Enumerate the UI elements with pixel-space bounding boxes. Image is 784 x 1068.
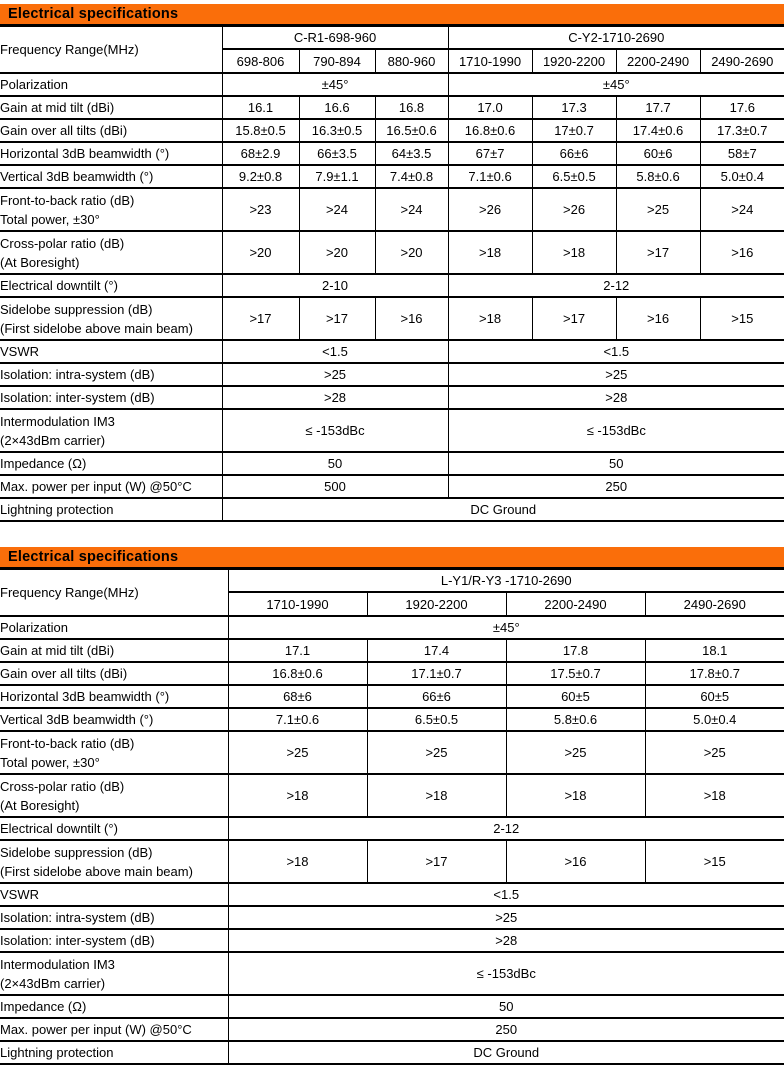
spec-value: 68±6: [228, 685, 367, 708]
spec-value: 250: [228, 1018, 784, 1041]
spec-value: >17: [299, 297, 375, 340]
spec-value: >25: [228, 731, 367, 774]
spec-value: <1.5: [448, 340, 784, 363]
spec-row-label-line: Max. power per input (W) @50°C: [0, 479, 192, 494]
spec-row-label: [0, 817, 228, 840]
spec-value: DC Ground: [222, 498, 784, 521]
spec-value: <1.5: [228, 883, 784, 906]
spec-value: >26: [448, 188, 532, 231]
spec-row-label-line: Electrical downtilt (°): [0, 278, 118, 293]
spec-value: 5.0±0.4: [645, 708, 784, 731]
spec-row-label: [0, 340, 222, 363]
spec-value: >25: [616, 188, 700, 231]
spec-value: 68±2.9: [222, 142, 299, 165]
subband-header: 698-806: [222, 49, 299, 73]
spec-value: >25: [228, 906, 784, 929]
spec-value: 16.6: [299, 96, 375, 119]
spec-value: 64±3.5: [375, 142, 448, 165]
subband-header: 790-894: [299, 49, 375, 73]
spec-row-label-line: Gain over all tilts (dBi): [0, 123, 128, 138]
spec-value: >16: [375, 297, 448, 340]
spec-value: >18: [228, 840, 367, 883]
spec-row-label: [0, 952, 228, 995]
band-group-header: L-Y1/R-Y3 -1710-2690: [228, 570, 784, 592]
spec-row-label: [0, 274, 222, 297]
spec-row: [0, 452, 784, 475]
spec-row-label: [0, 475, 222, 498]
subband-header: 880-960: [375, 49, 448, 73]
spec-row-label-line: VSWR: [0, 344, 39, 359]
spec-row: [0, 498, 784, 521]
spec-value: ±45°: [222, 73, 448, 96]
spec-row: [0, 995, 784, 1018]
spec-value: 60±6: [616, 142, 700, 165]
spec-row-label-line: Total power, ±30°: [0, 754, 100, 770]
spec-value: 17±0.7: [532, 119, 616, 142]
spec-value: 60±5: [506, 685, 645, 708]
spec-value: >17: [367, 840, 506, 883]
spec-table-body: [0, 570, 784, 1064]
spec-row-label-line: (First sidelobe above main beam): [0, 863, 193, 879]
subband-header: 1920-2200: [367, 592, 506, 616]
spec-row-label-line: (At Boresight): [0, 254, 80, 270]
spec-value: >24: [700, 188, 784, 231]
spec-row-label: [0, 708, 228, 731]
subband-header: 2200-2490: [616, 49, 700, 73]
spec-value: >16: [616, 297, 700, 340]
electrical-specs-table-2: [0, 570, 784, 1065]
spec-row: [0, 409, 784, 452]
spec-row: [0, 340, 784, 363]
spec-row-label-line: (2×43dBm carrier): [0, 432, 106, 448]
spec-value: >15: [700, 297, 784, 340]
spec-value: 17.4±0.6: [616, 119, 700, 142]
spec-value: 6.5±0.5: [532, 165, 616, 188]
spec-value: 6.5±0.5: [367, 708, 506, 731]
spec-value: 17.1: [228, 639, 367, 662]
spec-row-label: [0, 662, 228, 685]
spec-value: 16.1: [222, 96, 299, 119]
spec-row-label-line: Impedance (Ω): [0, 456, 87, 471]
spec-row: [0, 731, 784, 774]
spec-value: 17.3±0.7: [700, 119, 784, 142]
spec-value: 15.8±0.5: [222, 119, 299, 142]
spec-row-label: [0, 188, 222, 231]
spec-row-label: [0, 639, 228, 662]
spec-row-label: [0, 906, 228, 929]
spec-value: 58±7: [700, 142, 784, 165]
spec-value: 66±6: [367, 685, 506, 708]
subband-header: 2490-2690: [645, 592, 784, 616]
spec-value: >18: [448, 231, 532, 274]
spec-value: 5.8±0.6: [616, 165, 700, 188]
spec-value: >18: [448, 297, 532, 340]
spec-value: >25: [645, 731, 784, 774]
spec-row: [0, 274, 784, 297]
section-title: Electrical specifications: [8, 549, 179, 565]
spec-row-label: [0, 119, 222, 142]
spec-row-label: [0, 386, 222, 409]
spec-row-label: [0, 774, 228, 817]
spec-row-label: [0, 731, 228, 774]
spec-value: >17: [616, 231, 700, 274]
spec-row-label: [0, 165, 222, 188]
spec-value: 60±5: [645, 685, 784, 708]
spec-row-label-line: Vertical 3dB beamwidth (°): [0, 169, 154, 184]
spec-value: 16.8±0.6: [228, 662, 367, 685]
spec-value: >20: [375, 231, 448, 274]
spec-value: 500: [222, 475, 448, 498]
spec-row-label-line: Total power, ±30°: [0, 211, 100, 227]
spec-row-label: [0, 1041, 228, 1064]
spec-row-label-line: Front-to-back ratio (dB): [0, 735, 135, 751]
spec-row-label-line: Sidelobe suppression (dB): [0, 844, 153, 860]
frequency-header-row: [0, 570, 784, 592]
spec-value: 67±7: [448, 142, 532, 165]
spec-value: 17.8: [506, 639, 645, 662]
frequency-range-label: Frequency Range(MHz): [0, 27, 222, 73]
spec-row: [0, 1041, 784, 1064]
frequency-header-row: [0, 27, 784, 49]
spec-value: 2-10: [222, 274, 448, 297]
spec-row: [0, 188, 784, 231]
spec-row: [0, 708, 784, 731]
spec-row-label-line: Isolation: inter-system (dB): [0, 390, 155, 405]
spec-row: [0, 883, 784, 906]
spec-row: [0, 662, 784, 685]
spec-row: [0, 906, 784, 929]
spec-row-label-line: (At Boresight): [0, 797, 80, 813]
spec-row-label-line: Horizontal 3dB beamwidth (°): [0, 146, 170, 161]
spec-value: >28: [228, 929, 784, 952]
spec-row-label-line: Horizontal 3dB beamwidth (°): [0, 689, 170, 704]
spec-row-label-line: Intermodulation IM3: [0, 413, 115, 429]
spec-value: 17.5±0.7: [506, 662, 645, 685]
spec-row: [0, 386, 784, 409]
spec-value: ≤ -153dBc: [448, 409, 784, 452]
spec-row: [0, 840, 784, 883]
spec-row: [0, 165, 784, 188]
spec-value: >18: [367, 774, 506, 817]
spec-value: 18.1: [645, 639, 784, 662]
section-title-bar: [0, 547, 784, 570]
spec-row-label: [0, 840, 228, 883]
spec-row-label: [0, 231, 222, 274]
spec-row: [0, 96, 784, 119]
spec-value: 2-12: [448, 274, 784, 297]
spec-value: >18: [645, 774, 784, 817]
frequency-range-label: Frequency Range(MHz): [0, 570, 228, 616]
spec-row: [0, 297, 784, 340]
spec-value: >18: [506, 774, 645, 817]
spec-value: 50: [222, 452, 448, 475]
electrical-specs-section-1: [0, 4, 784, 522]
spec-row-label: [0, 142, 222, 165]
spec-row-label: [0, 452, 222, 475]
spec-row-label: [0, 498, 222, 521]
spec-value: >17: [222, 297, 299, 340]
subband-header: 1920-2200: [532, 49, 616, 73]
spec-row-label-line: Gain over all tilts (dBi): [0, 666, 128, 681]
spec-row-label-line: Front-to-back ratio (dB): [0, 192, 135, 208]
spec-value: 17.7: [616, 96, 700, 119]
spec-row: [0, 639, 784, 662]
spec-row-label-line: Cross-polar ratio (dB): [0, 778, 125, 794]
spec-value: 66±3.5: [299, 142, 375, 165]
spec-value: 7.9±1.1: [299, 165, 375, 188]
spec-table-body: [0, 27, 784, 521]
spec-value: 50: [228, 995, 784, 1018]
spec-value: >18: [532, 231, 616, 274]
spec-row-label: [0, 297, 222, 340]
spec-row: [0, 142, 784, 165]
band-group-header: C-R1-698-960: [222, 27, 448, 49]
spec-row-label-line: Lightning protection: [0, 502, 114, 517]
spec-value: >16: [700, 231, 784, 274]
spec-row-label-line: Gain at mid tilt (dBi): [0, 100, 115, 115]
spec-row-label-line: Vertical 3dB beamwidth (°): [0, 712, 154, 727]
spec-value: >25: [506, 731, 645, 774]
spec-value: >20: [299, 231, 375, 274]
spec-row-label-line: Sidelobe suppression (dB): [0, 301, 153, 317]
spec-value: >28: [448, 386, 784, 409]
spec-value: 16.3±0.5: [299, 119, 375, 142]
spec-value: ≤ -153dBc: [228, 952, 784, 995]
subband-header: 2200-2490: [506, 592, 645, 616]
spec-row-label: [0, 883, 228, 906]
spec-row: [0, 73, 784, 96]
spec-value: ±45°: [228, 616, 784, 639]
spec-row-label-line: (2×43dBm carrier): [0, 975, 106, 991]
spec-row-label: [0, 995, 228, 1018]
spec-value: ≤ -153dBc: [222, 409, 448, 452]
spec-value: 17.0: [448, 96, 532, 119]
spec-row-label-line: Impedance (Ω): [0, 999, 87, 1014]
spec-value: ±45°: [448, 73, 784, 96]
spec-row: [0, 231, 784, 274]
spec-value: 16.8: [375, 96, 448, 119]
spec-value: DC Ground: [228, 1041, 784, 1064]
spec-row-label-line: Lightning protection: [0, 1045, 114, 1060]
spec-value: 7.1±0.6: [228, 708, 367, 731]
spec-row-label: [0, 363, 222, 386]
spec-row-label-line: Cross-polar ratio (dB): [0, 235, 125, 251]
spec-value: >24: [375, 188, 448, 231]
spec-value: >24: [299, 188, 375, 231]
spec-row-label: [0, 616, 228, 639]
electrical-specs-section-2: [0, 547, 784, 1065]
spec-row-label-line: VSWR: [0, 887, 39, 902]
spec-value: 17.8±0.7: [645, 662, 784, 685]
spec-value: 17.6: [700, 96, 784, 119]
spec-value: >25: [222, 363, 448, 386]
spec-row-label-line: Isolation: intra-system (dB): [0, 910, 155, 925]
spec-value: >17: [532, 297, 616, 340]
spec-row-label-line: Polarization: [0, 620, 68, 635]
spec-value: >26: [532, 188, 616, 231]
spec-value: >25: [367, 731, 506, 774]
spec-value: 9.2±0.8: [222, 165, 299, 188]
spec-value: 16.8±0.6: [448, 119, 532, 142]
spec-value: 17.1±0.7: [367, 662, 506, 685]
spec-row: [0, 952, 784, 995]
spec-value: 17.3: [532, 96, 616, 119]
spec-value: >20: [222, 231, 299, 274]
spec-row-label: [0, 929, 228, 952]
spec-row: [0, 1018, 784, 1041]
spec-row-label-line: Intermodulation IM3: [0, 956, 115, 972]
spec-row: [0, 929, 784, 952]
subband-header: 1710-1990: [228, 592, 367, 616]
spec-row-label: [0, 96, 222, 119]
subband-header: 2490-2690: [700, 49, 784, 73]
spec-value: 16.5±0.6: [375, 119, 448, 142]
spec-row-label: [0, 409, 222, 452]
spec-value: 5.0±0.4: [700, 165, 784, 188]
spec-row-label-line: Isolation: intra-system (dB): [0, 367, 155, 382]
spec-row-label-line: Electrical downtilt (°): [0, 821, 118, 836]
spec-value: 50: [448, 452, 784, 475]
spec-value: 2-12: [228, 817, 784, 840]
spec-row: [0, 817, 784, 840]
spec-value: 17.4: [367, 639, 506, 662]
spec-value: 250: [448, 475, 784, 498]
spec-value: >18: [228, 774, 367, 817]
subband-header: 1710-1990: [448, 49, 532, 73]
spec-value: >23: [222, 188, 299, 231]
spec-row-label-line: Gain at mid tilt (dBi): [0, 643, 115, 658]
section-title: Electrical specifications: [8, 6, 179, 22]
spec-value: >28: [222, 386, 448, 409]
electrical-specs-table-1: [0, 27, 784, 522]
band-group-header: C-Y2-1710-2690: [448, 27, 784, 49]
spec-row-label: [0, 1018, 228, 1041]
spec-row: [0, 363, 784, 386]
spec-row-label: [0, 73, 222, 96]
spec-row: [0, 119, 784, 142]
section-title-bar: [0, 4, 784, 27]
spec-value: >25: [448, 363, 784, 386]
spec-row-label-line: (First sidelobe above main beam): [0, 320, 193, 336]
spec-value: >16: [506, 840, 645, 883]
spec-row: [0, 685, 784, 708]
spec-value: 5.8±0.6: [506, 708, 645, 731]
spec-row-label-line: Max. power per input (W) @50°C: [0, 1022, 192, 1037]
spec-value: 7.1±0.6: [448, 165, 532, 188]
spec-row: [0, 475, 784, 498]
spec-row-label: [0, 685, 228, 708]
spec-row-label-line: Isolation: inter-system (dB): [0, 933, 155, 948]
spec-value: <1.5: [222, 340, 448, 363]
spec-value: >15: [645, 840, 784, 883]
spec-value: 7.4±0.8: [375, 165, 448, 188]
spec-value: 66±6: [532, 142, 616, 165]
spec-row: [0, 616, 784, 639]
spec-row: [0, 774, 784, 817]
spec-row-label-line: Polarization: [0, 77, 68, 92]
